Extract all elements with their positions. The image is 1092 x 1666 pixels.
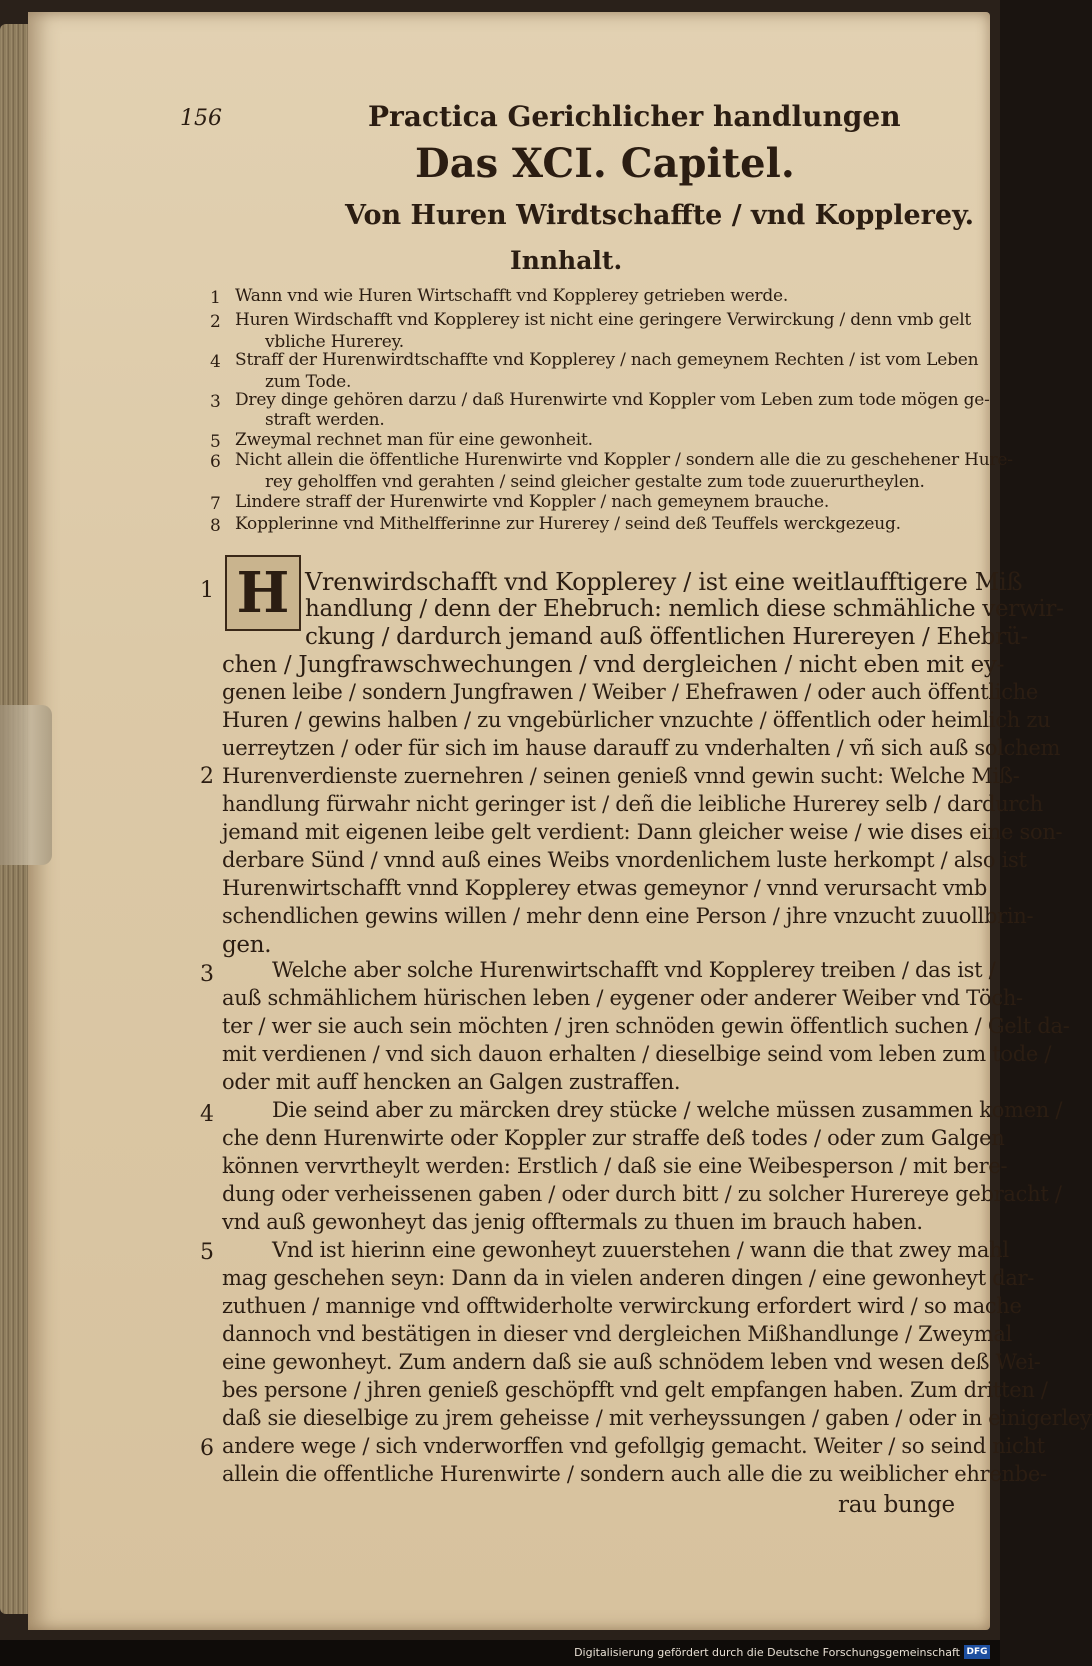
body-line: handlung fürwahr nicht geringer ist / deñ die leibliche Hurerey selb / dardurch <box>222 792 1043 816</box>
body-line: Welche aber solche Hurenwirtschafft vnd Kopplerey treiben / das ist / <box>272 958 996 982</box>
body-line: zuthuen / mannige vnd offtwiderholte verwirckung erfordert wird / so mache <box>222 1294 1022 1318</box>
body-line: vnd auß gewonheyt das jenig offtermals zu thuen im brauch haben. <box>222 1210 923 1234</box>
summary-line: Wann vnd wie Huren Wirtschafft vnd Kopplerey getrieben werde. <box>235 286 789 306</box>
summary-line: zum Tode. <box>265 372 352 392</box>
body-line: Hurenwirtschafft vnnd Kopplerey etwas gemeynor / vnnd verursacht vmb <box>222 876 988 900</box>
body-line: chen / Jungfrawschwechungen / vnd dergleichen / nicht eben mit ey- <box>222 652 1005 678</box>
body-line: dung oder verheissenen gaben / oder durch bitt / zu solcher Hurereye gebracht / <box>222 1182 1062 1206</box>
summary-line: rey geholffen vnd gerahten / seind gleicher gestalte zum tode zuuerurtheylen. <box>265 472 925 492</box>
body-line: ckung / dardurch jemand auß öffentlichen Hurereyen / Ehebrü- <box>305 624 1028 650</box>
body-line: genen leibe / sondern Jungfrawen / Weiber / Ehefrawen / oder auch öffentliche <box>222 680 1039 704</box>
body-line: mag geschehen seyn: Dann da in vielen anderen dingen / eine gewonheyt dar- <box>222 1266 1035 1290</box>
dfg-logo: DFG <box>964 1645 990 1659</box>
body-line: können vervrtheylt werden: Erstlich / daß sie eine Weibesperson / mit bere- <box>222 1154 1008 1178</box>
body-line: ter / wer sie auch sein möchten / jren schnöden gewin öffentlich suchen / Gelt da- <box>222 1014 1070 1038</box>
summary-num: 1 <box>210 288 221 308</box>
summary-num: 5 <box>210 432 221 452</box>
margin-number: 2 <box>200 764 214 789</box>
summary-line: vbliche Hurerey. <box>265 332 404 352</box>
body-line: dannoch vnd bestätigen in dieser vnd dergleichen Mißhandlunge / Zweymal <box>222 1322 1013 1346</box>
body-line: Die seind aber zu märcken drey stücke / welche müssen zusammen komen / <box>272 1098 1063 1122</box>
body-line: handlung / denn der Ehebruch: nemlich diese schmähliche verwir- <box>305 596 1064 622</box>
body-line: jemand mit eigenen leibe gelt verdient: Dann gleicher weise / wie dises eine son- <box>222 820 1063 844</box>
summary-num: 7 <box>210 494 221 514</box>
summary-line: Lindere straff der Hurenwirte vnd Koppler / nach gemeynem brauche. <box>235 492 830 512</box>
body-line: allein die offentliche Hurenwirte / sondern auch alle die zu weiblicher ehrenbe- <box>222 1462 1047 1486</box>
summary-line: Straff der Hurenwirdtschaffte vnd Kopplerey / nach gemeynem Rechten / ist vom Leben <box>235 350 979 370</box>
summary-line: Huren Wirdschafft vnd Kopplerey ist nicht eine geringere Verwirckung / denn vmb gelt <box>235 310 972 330</box>
summary-num: 2 <box>210 312 221 332</box>
summary-num: 3 <box>210 392 221 412</box>
book-clasp <box>0 705 52 865</box>
body-line: Hurenverdienste zuernehren / seinen genieß vnnd gewin sucht: Welche Miß- <box>222 764 1020 788</box>
body-line: oder mit auff hencken an Galgen zustraffen. <box>222 1070 681 1094</box>
body-line: schendlichen gewins willen / mehr denn eine Person / jhre vnzucht zuuollbrin- <box>222 904 1034 928</box>
body-line: Vnd ist hierinn eine gewonheyt zuuerstehen / wann die that zwey mahl <box>272 1238 1009 1262</box>
summary-num: 4 <box>210 352 221 372</box>
body-line: uerreytzen / oder für sich im hause darauff zu vnderhalten / vñ sich auß solchem <box>222 736 1061 760</box>
body-line: eine gewonheyt. Zum andern daß sie auß schnödem leben vnd wesen deß Wei- <box>222 1350 1041 1374</box>
summary-line: Nicht allein die öffentliche Hurenwirte vnd Koppler / sondern alle die zu geschehener Hure- <box>235 450 1013 470</box>
page-number: 156 <box>180 106 222 131</box>
margin-number: 3 <box>200 962 214 987</box>
footer-credit: Digitalisierung gefördert durch die Deutsche Forschungsgemeinschaft <box>574 1646 960 1659</box>
summary-line: Zweymal rechnet man für eine gewonheit. <box>235 430 593 450</box>
margin-number: 5 <box>200 1240 214 1265</box>
summary-line: Kopplerinne vnd Mithelfferinne zur Hurerey / seind deß Teuffels werckgezeug. <box>235 514 901 534</box>
margin-number: 1 <box>200 578 214 603</box>
body-line: derbare Sünd / vnnd auß eines Weibs vnordenlichem luste herkompt / also ist <box>222 848 1027 872</box>
chapter-title: Das XCI. Capitel. <box>415 140 795 187</box>
catchword: rau bunge <box>838 1492 955 1518</box>
summary-heading: Innhalt. <box>510 246 623 275</box>
section-title: Von Huren Wirdtschaffte / vnd Kopplerey. <box>345 200 975 231</box>
running-title: Practica Gerichlicher handlungen <box>368 100 901 133</box>
body-line: che denn Hurenwirte oder Koppler zur straffe deß todes / oder zum Galgen <box>222 1126 1005 1150</box>
margin-number: 4 <box>200 1102 214 1127</box>
summary-num: 8 <box>210 516 221 536</box>
body-line: daß sie dieselbige zu jrem geheisse / mit verheyssungen / gaben / oder in einigerley <box>222 1406 1092 1430</box>
body-line: auß schmählichem hürischen leben / eygener oder anderer Weiber vnd Töch- <box>222 986 1023 1010</box>
body-line: gen. <box>222 932 272 958</box>
body-line: Vrenwirdschafft vnd Kopplerey / ist eine weitlaufftigere Miß <box>305 568 1023 596</box>
body-line: mit verdienen / vnd sich dauon erhalten / dieselbige seind vom leben zum tode / <box>222 1042 1052 1066</box>
summary-line: straft werden. <box>265 410 385 430</box>
decorated-initial: H <box>225 555 301 631</box>
margin-number: 6 <box>200 1436 214 1461</box>
body-line: bes persone / jhren genieß geschöpfft vnd gelt empfangen haben. Zum dritten / <box>222 1378 1048 1402</box>
summary-num: 6 <box>210 452 221 472</box>
body-line: andere wege / sich vnderworffen vnd gefollgig gemacht. Weiter / so seind nicht <box>222 1434 1045 1458</box>
body-line: Huren / gewins halben / zu vngebürlicher vnzuchte / öffentlich oder heimlich zu <box>222 708 1051 732</box>
summary-line: Drey dinge gehören darzu / daß Hurenwirte vnd Koppler vom Leben zum tode mögen ge- <box>235 390 990 410</box>
